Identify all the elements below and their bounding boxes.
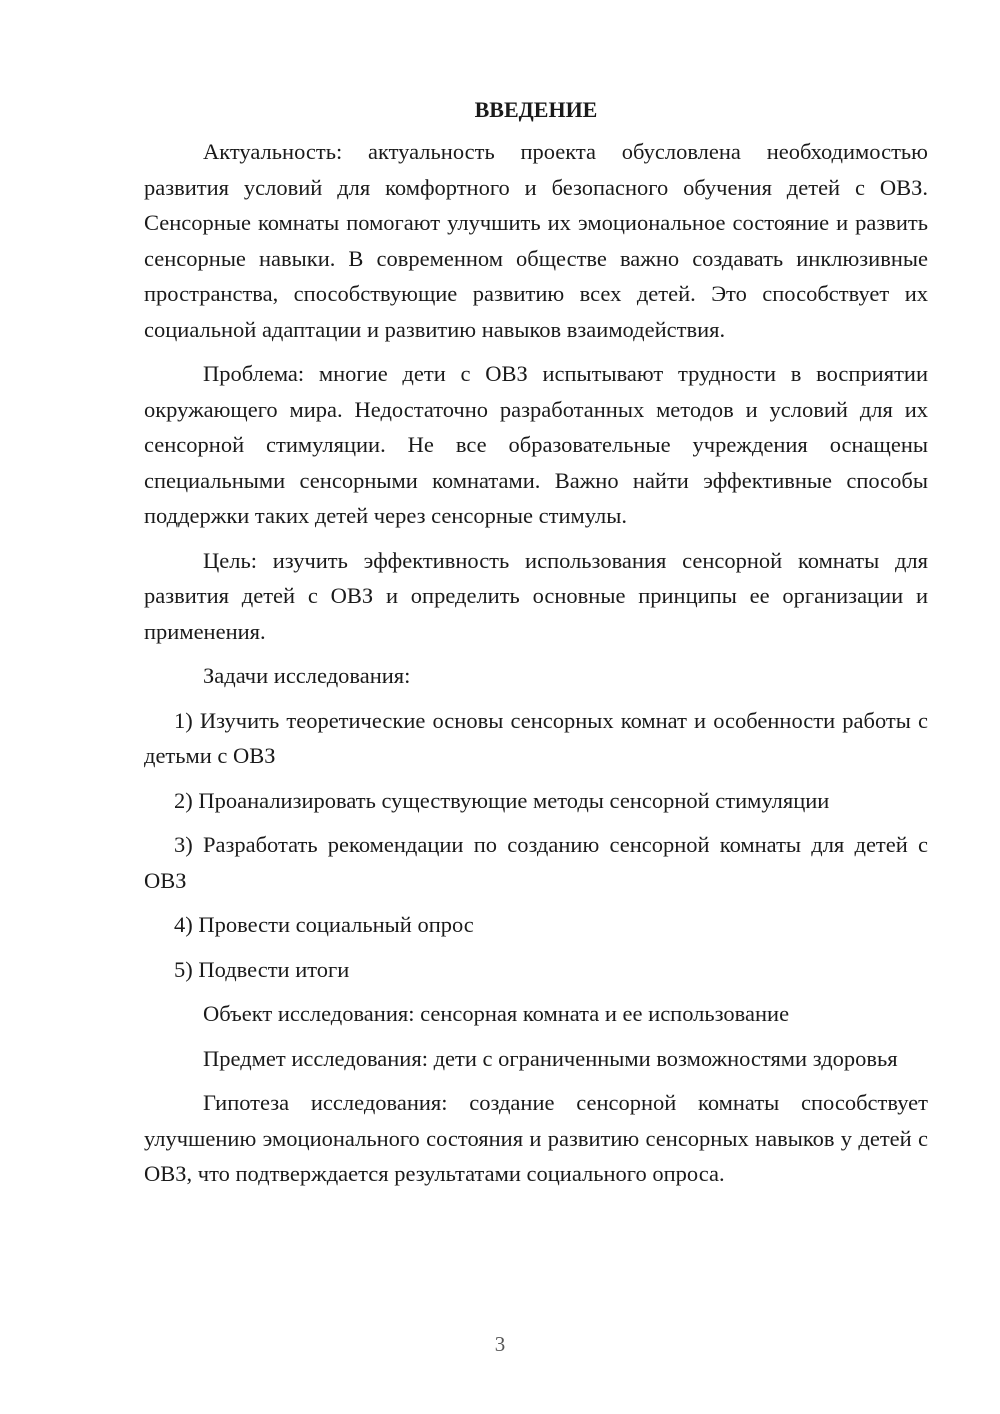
document-page [144, 92, 928, 1201]
problem-paragraph: Проблема: многие дети с ОВЗ испытывают трудности в восприятии окружающего мира. Недостаточно разработанных методов и условий для их сенсорной стимуляции. Не все образовательные учреждения оснащены специальными сенсорными комнатами. Важно найти эффективные способы поддержки таких детей через сенсорные стимулы. [144, 361, 928, 528]
task-item-5: 5) Подвести итоги [174, 956, 350, 982]
subject-paragraph: Предмет исследования: дети с ограниченными возможностями здоровья [203, 1045, 898, 1071]
task-item-4: 4) Провести социальный опрос [174, 912, 474, 937]
page-number: 3 [494, 1332, 506, 1356]
hypothesis-paragraph: Гипотеза исследования: создание сенсорной комнаты способствует улучшению эмоционального состояния и развитию сенсорных навыков у детей с ОВЗ, что подтверждается результатами социального опроса. [144, 1090, 928, 1186]
relevance-paragraph: Актуальность: актуальность проекта обусловлена необходимостью развития условий для комфортного и безопасного обучения детей с ОВЗ. Сенсорные комнаты помогают улучшить их эмоциональное состояние и развить сенсорные навыки. В современном обществе важно создавать инклюзивные пространства, способствующие развитию всех детей. Это способствует их социальной адаптации и развитию навыков взаимодействия. [144, 139, 928, 342]
task-item-3: 3) Разработать рекомендации по созданию сенсорной комнаты для детей с ОВЗ [144, 832, 928, 893]
task-item-2: 2) Проанализировать существующие методы сенсорной стимуляции [174, 787, 830, 813]
task-item-1: 1) Изучить теоретические основы сенсорных комнат и особенности работы с детьми с ОВЗ [144, 707, 928, 768]
tasks-heading: Задачи исследования: [203, 663, 411, 688]
object-paragraph: Объект исследования: сенсорная комната и ее использование [203, 1001, 790, 1026]
section-title: ВВЕДЕНИЕ [474, 97, 598, 122]
goal-paragraph: Цель: изучить эффективность использования сенсорной комнаты для развития детей с ОВЗ и определить основные принципы ее организации и применения. [144, 547, 928, 644]
